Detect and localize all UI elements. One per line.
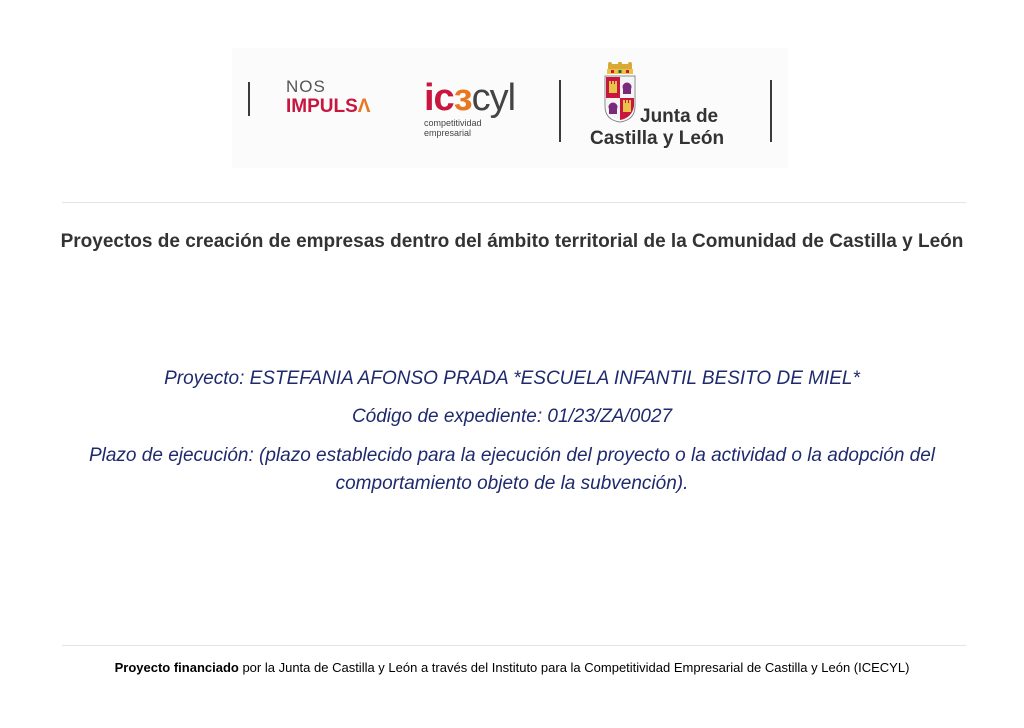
footer-bold: Proyecto financiado bbox=[114, 660, 239, 675]
divider bbox=[770, 80, 772, 142]
nos-impulsa-line2 bbox=[286, 96, 370, 118]
divider bbox=[559, 80, 561, 142]
impulsa-accent: Λ bbox=[357, 96, 371, 117]
icecyl-sub2: empresarial bbox=[424, 128, 472, 138]
logo-banner bbox=[232, 48, 788, 168]
icecyl-wordmark bbox=[424, 78, 515, 118]
project-name: Proyecto: ESTEFANIA AFONSO PRADA *ESCUELA INFANTIL BESITO DE MIEL* bbox=[164, 368, 860, 389]
icecyl-ic: ic bbox=[424, 77, 454, 119]
top-divider bbox=[62, 202, 966, 203]
bottom-divider bbox=[62, 645, 966, 646]
junta-line1: Junta de bbox=[640, 106, 719, 127]
impulsa-main: IMPULS bbox=[286, 96, 358, 117]
page-heading: Proyectos de creación de empresas dentro del ámbito territorial de la Comunidad de Castilla y León bbox=[60, 231, 964, 252]
nos-impulsa-line1: NOS bbox=[286, 77, 326, 96]
divider bbox=[248, 82, 250, 116]
coat-of-arms-icon bbox=[602, 62, 638, 124]
funding-footer bbox=[40, 659, 984, 677]
execution-period: Plazo de ejecución: (plazo establecido para la ejecución del proyecto o la actividad o la adopción del comportamiento objeto de la subvención). bbox=[88, 445, 936, 494]
junta-line2: Castilla y León bbox=[590, 128, 725, 149]
icecyl-e: з bbox=[453, 77, 472, 119]
expediente-code: Código de expediente: 01/23/ZA/0027 bbox=[351, 406, 673, 427]
icecyl-cyl: cyl bbox=[471, 77, 516, 119]
icecyl-sub1: competitividad bbox=[424, 118, 482, 128]
icecyl-logo bbox=[424, 78, 515, 138]
footer-text: por la Junta de Castilla y León a través del Instituto para la Competitividad Empresarial de Castilla y León (ICECYL) bbox=[238, 660, 910, 675]
project-info bbox=[40, 366, 984, 498]
nos-impulsa-logo bbox=[286, 78, 370, 118]
